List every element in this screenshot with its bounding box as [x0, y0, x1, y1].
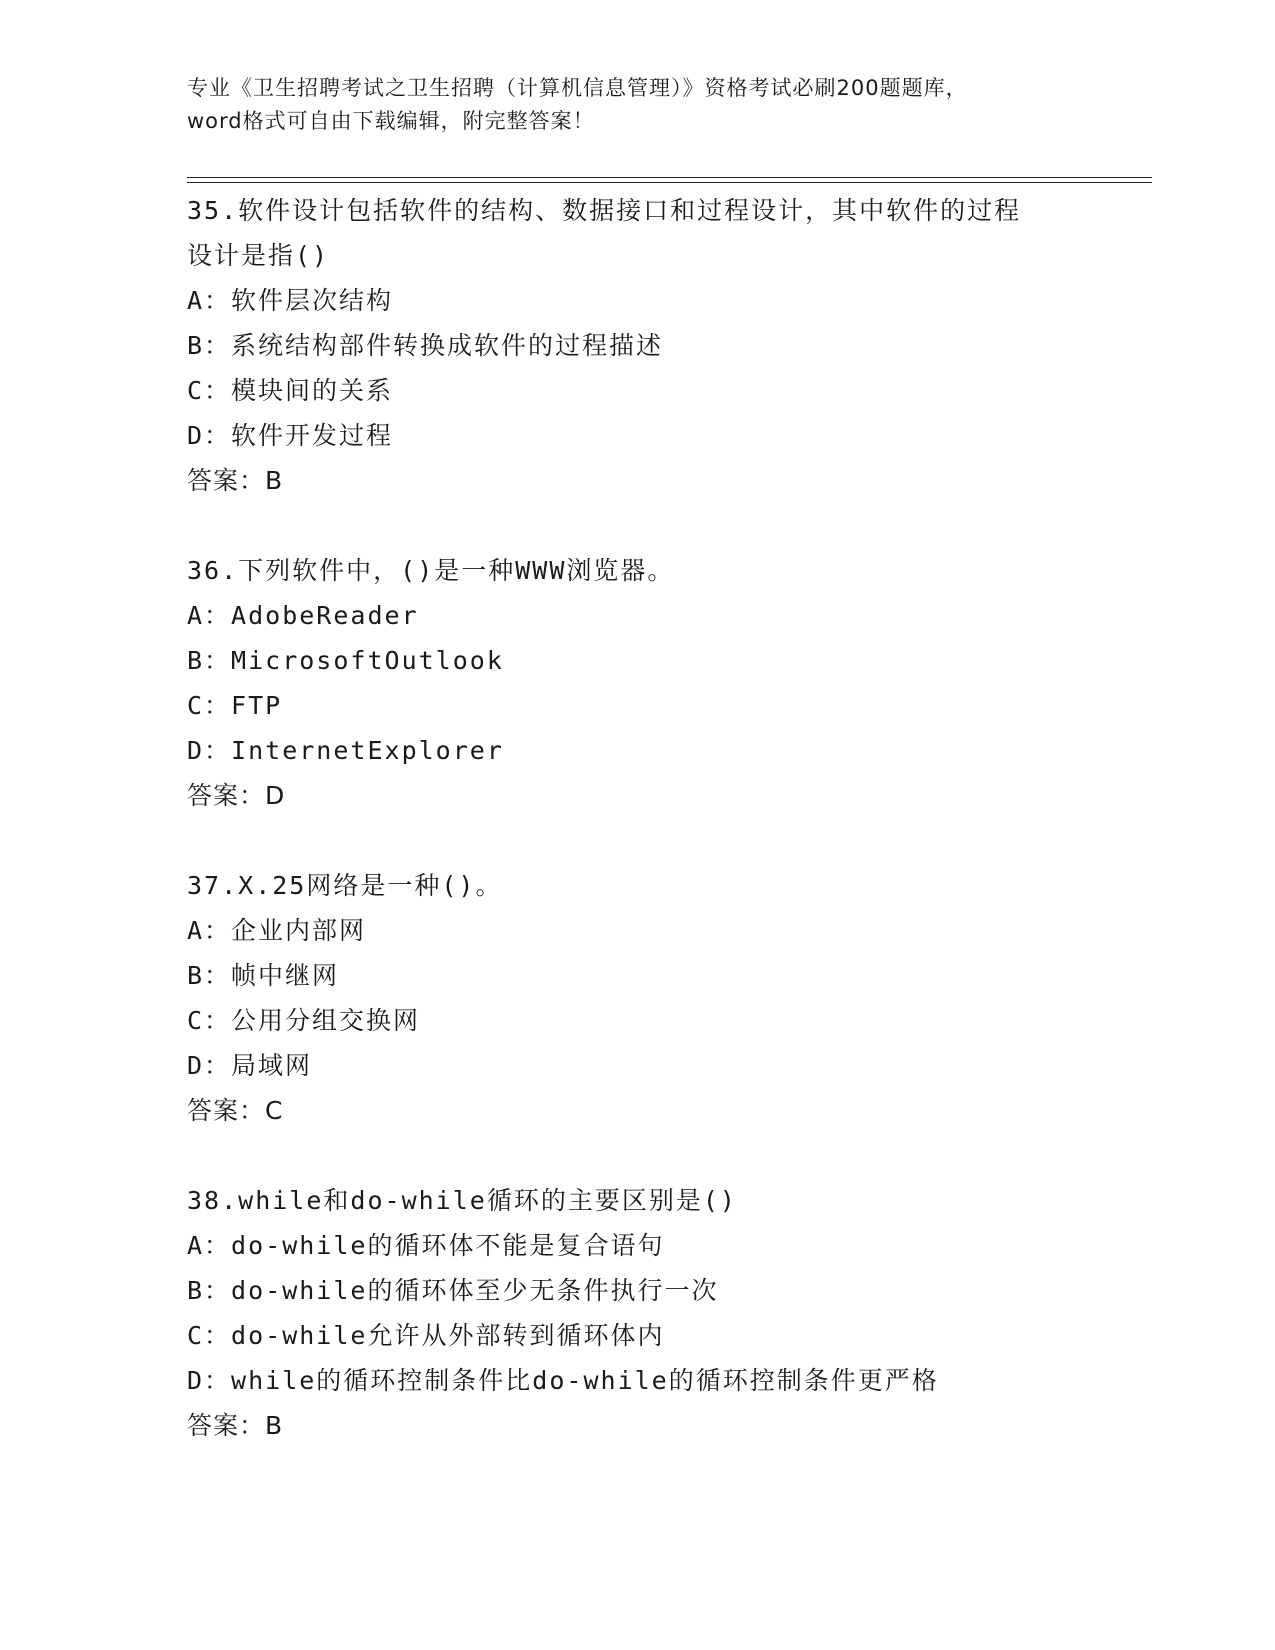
option-b: B：帧中继网	[187, 961, 340, 990]
answer-label: 答案：B	[187, 1411, 284, 1440]
question-stem: 38.while和do-while循环的主要区别是()	[187, 1186, 737, 1215]
document-header	[187, 72, 1087, 138]
header-line-1: 专业《卫生招聘考试之卫生招聘（计算机信息管理）》资格考试必刷200题题库，	[187, 76, 968, 100]
question-36	[187, 548, 1147, 818]
option-a: A：AdobeReader	[187, 601, 419, 630]
option-d: D：InternetExplorer	[187, 736, 504, 765]
option-d: D：局域网	[187, 1051, 313, 1080]
option-c: C：公用分组交换网	[187, 1006, 421, 1035]
question-stem: 36.下列软件中，()是一种WWW浏览器。	[187, 556, 675, 585]
option-d: D：while的循环控制条件比do-while的循环控制条件更严格	[187, 1366, 939, 1395]
answer-label: 答案：C	[187, 1096, 284, 1125]
question-37	[187, 863, 1147, 1133]
header-divider-bottom	[187, 182, 1152, 183]
option-b: B：系统结构部件转换成软件的过程描述	[187, 331, 664, 360]
option-a: A：软件层次结构	[187, 286, 394, 315]
option-a: A：do-while的循环体不能是复合语句	[187, 1231, 665, 1260]
question-stem: 35.软件设计包括软件的结构、数据接口和过程设计，其中软件的过程	[187, 196, 1022, 225]
header-line-2: word格式可自由下载编辑，附完整答案！	[187, 109, 595, 133]
option-b: B：MicrosoftOutlook	[187, 646, 504, 675]
question-38	[187, 1178, 1147, 1448]
option-b: B：do-while的循环体至少无条件执行一次	[187, 1276, 719, 1305]
option-d: D：软件开发过程	[187, 421, 394, 450]
question-stem-continued: 设计是指()	[187, 241, 330, 270]
question-35	[187, 188, 1147, 503]
option-a: A：企业内部网	[187, 916, 367, 945]
answer-label: 答案：D	[187, 781, 286, 810]
header-divider-top	[187, 177, 1152, 178]
option-c: C：FTP	[187, 691, 283, 720]
answer-label: 答案：B	[187, 466, 284, 495]
question-stem: 37.X.25网络是一种()。	[187, 871, 503, 900]
option-c: C：do-while允许从外部转到循环体内	[187, 1321, 665, 1350]
option-c: C：模块间的关系	[187, 376, 394, 405]
